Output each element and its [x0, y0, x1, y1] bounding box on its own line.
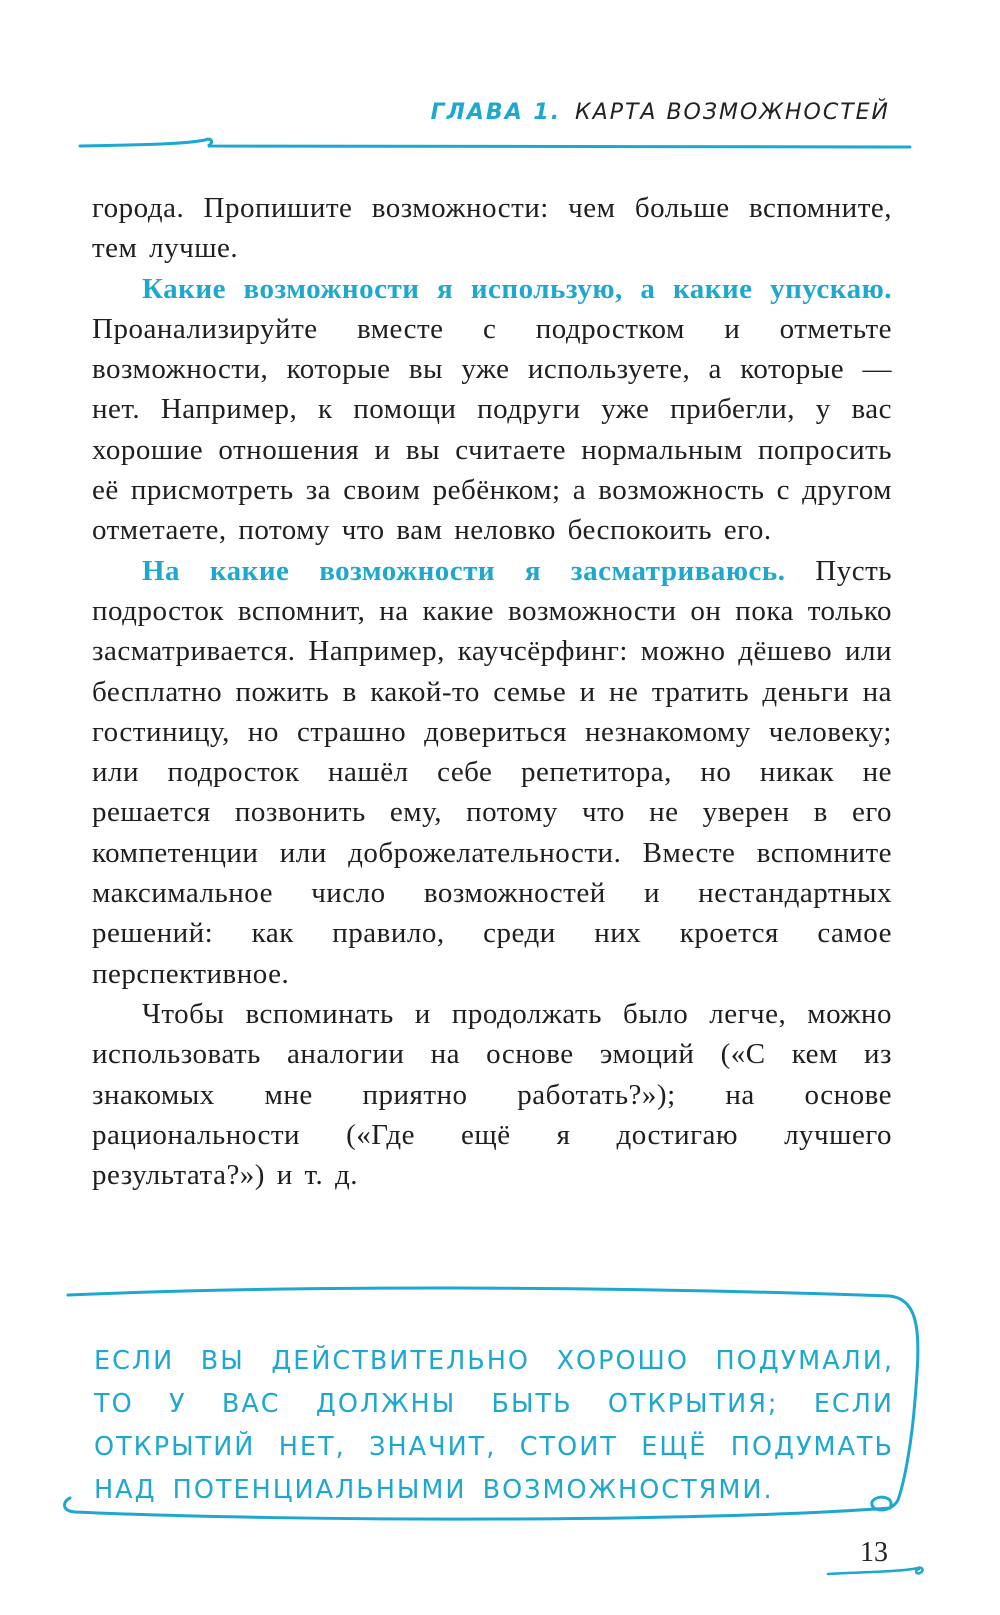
header-rule — [80, 139, 910, 147]
paragraph-3-heading: На какие возможности я засматриваюсь. — [142, 554, 786, 587]
chapter-label: ГЛАВА 1. — [430, 100, 562, 125]
body-text — [92, 188, 892, 1195]
paragraph-2-text: Проанализируйте вместе с подростком и отметьте возможности, которые вы уже используете, а которые — нет. Например, к помощи подруги уже прибегли, у вас хорошие отношения и вы считаете нормальным попросить её присмотреть за своим ребёнком; а возможность с другом отметаете, потому что вам неловко беспокоить его. — [92, 312, 892, 547]
paragraph-4-text: Чтобы вспоминать и продолжать было легче, можно использовать аналогии на основе эмоций («С кем из знакомых мне приятно работать?»); на основе рациональности («Где ещё я достигаю лучшего результата?») и т. д. — [92, 997, 892, 1192]
callout-text: ЕСЛИ ВЫ ДЕЙСТВИТЕЛЬНО ХОРОШО ПОДУМАЛИ, ТО У ВАС ДОЛЖНЫ БЫТЬ ОТКРЫТИЯ; ЕСЛИ ОТКРЫТИЙ НЕТ, ЗНАЧИТ, СТОИТ ЕЩЁ ПОДУМАТЬ НАД ПОТЕНЦИАЛЬНЫМИ ВОЗМОЖНОСТЯМИ. — [94, 1346, 894, 1505]
paragraph-4 — [92, 994, 892, 1195]
chapter-title: КАРТА ВОЗМОЖНОСТЕЙ — [575, 100, 890, 125]
callout-box — [94, 1340, 894, 1512]
paragraph-1-text: города. Пропишите возможности: чем больше вспомните, тем лучше. — [92, 192, 892, 265]
paragraph-3-text: Пусть подросток вспомнит, на какие возможности он пока только засматривается. Например, каучсёрфинг: можно дёшево или бесплатно пожить в какой-то семье и не тратить деньги на гостиницу, но страшно довериться незнакомому человеку; или подросток нашёл себе репетитора, но никак не решается позвонить ему, потому что не уверен в его компетенции или доброжелательности. Вместе вспомните максимальное число возможностей и нестандартных решений: как правило, среди них кроется самое перспективное. — [92, 554, 892, 990]
page-number: 13 — [860, 1537, 888, 1568]
paragraph-1 — [92, 188, 892, 269]
paragraph-3 — [92, 551, 892, 994]
paragraph-2 — [92, 269, 892, 551]
paragraph-2-heading: Какие возможности я использую, а какие упускаю. — [142, 272, 892, 305]
